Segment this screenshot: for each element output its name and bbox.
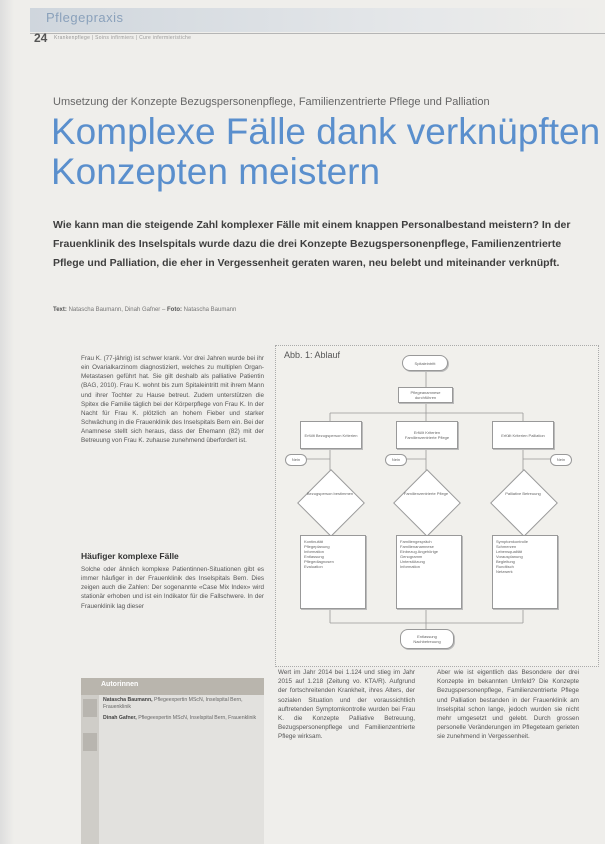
author-box-title: Autorinnen xyxy=(101,681,139,688)
flow-criteria-2: Erfüllt Kriterien Familienzentrierte Pflege xyxy=(396,421,458,449)
flow-no-1: Nein xyxy=(285,454,307,466)
flow-criteria-3: Erfüllt Kriterien Palliation xyxy=(492,421,554,449)
article-lead: Wie kann man die steigende Zahl komplexer Fälle mit einem knappen Personalbestand meistern? In der Frauenklinik des Inselspitals wurde dazu die drei Konzepte Bezugspersonenpflege, Familienzentrierte Pflege und Palliation, die eher in Vergessenheit geraten waren, neu belebt und miteinander verknüpft. xyxy=(53,219,571,269)
body-column-right: Aber wie ist eigentlich das Besondere der drei Konzepte im bekannten Umfeld? Die Konzepte Bezugspersonenpflege, Familienzentrierte Pflege und Palliation bestanden in der Frauenklinik am Inselspital schon lange, jedoch wurden sie nicht mehr umgesetzt und gelebt. Durch grossen personelle Veränderungen im Pflegeteam gerieten sie zunehmend in Vergessenheit. xyxy=(437,669,579,741)
title-line-2: Konzepten meistern xyxy=(51,151,381,192)
author-1-name: Natascha Baumann, xyxy=(103,697,153,703)
author-box-header xyxy=(81,678,264,695)
flow-end-box: Entlassung Nachbetreuung xyxy=(400,629,454,649)
article-kicker: Umsetzung der Konzepte Bezugspersonenpflege, Familienzentrierte Pflege und Palliation xyxy=(53,96,490,108)
author-photos-strip xyxy=(81,695,99,844)
header-rule xyxy=(30,33,605,34)
article-title xyxy=(51,112,605,192)
figure-title: Abb. 1: Ablauf xyxy=(284,350,341,360)
title-line-1: Komplexe Fälle dank verknüpften xyxy=(51,111,601,152)
flow-list-2: Familiengespräch Familienanamnese Einbezug Angehörige Genogramm Unterstützung Information xyxy=(396,535,462,609)
author-2 xyxy=(103,715,261,722)
page-number: 24 xyxy=(34,31,48,45)
author-2-bio: Pflegeexpertin MScN, Inselspital Bern, Frauenklinik xyxy=(138,714,257,721)
credit-text-label: Text: xyxy=(53,307,67,313)
author-bios xyxy=(103,697,261,722)
running-head: Krankenpflege | Soins infirmiers | Cure infermieristiche xyxy=(54,35,192,41)
body-column-middle: Wert im Jahr 2014 bei 1.124 und stieg im Jahr 2015 auf 1.218 (Zeitung vo. KTA/R). Aufgrund der fortschreitenden Krankheit, ihres Alters, der sozialen Situation und der voraussichtlich auftretenden Symptomkontrolle wurden bei Frau K. die Konzepte Palliative Betreuung, Bezugspersonenpflege und Familienzentrierte Pflege wirksam. xyxy=(278,669,415,741)
credit-photo-label: Foto: xyxy=(166,307,182,313)
author-photo-2 xyxy=(83,733,97,751)
article-credit: Text: Natascha Baumann, Dinah Gafner – Foto: Natascha Baumann xyxy=(53,307,237,313)
page-edge-shadow xyxy=(0,0,14,844)
flow-decision-2-label: Familienzentrierte Pflege xyxy=(403,491,449,496)
flow-decision-3-label: Palliative Betreuung xyxy=(505,491,541,496)
flow-decision-1-label: Bezugsperson bestimmen xyxy=(306,491,354,496)
flow-no-2: Nein xyxy=(385,454,407,466)
flow-no-3: Nein xyxy=(550,454,572,466)
flow-list-1: Kontinuität Pflegeplanung Information Entlassung Pflegediagnosen Evaluation xyxy=(300,535,366,609)
flow-start-box: Spitaleintritt xyxy=(402,355,448,371)
section-tag: Pflegepraxis xyxy=(46,10,124,25)
body-subhead: Häufiger komplexe Fälle xyxy=(81,551,179,561)
author-1 xyxy=(103,697,261,712)
flow-list-3: Symptomkontrolle Schmerzen Lebensqualität Vorausplanung Begleitung Rundtisch Netzwerk xyxy=(492,535,558,609)
flow-criteria-1: Erfüllt Bezugsperson Kriterien xyxy=(300,421,362,449)
credit-authors: Natascha Baumann, Dinah Gafner xyxy=(68,307,161,313)
credit-photographer: Natascha Baumann xyxy=(183,307,237,313)
author-2-name: Dinah Gafner, xyxy=(103,714,137,721)
body-paragraph-1: Frau K. (77-jährig) ist schwer krank. Vor drei Jahren wurde bei ihr ein Ovarialkarzinom diagnostiziert, welches zu multiplen Organ-Metastasen geführt hat. Sie gilt deshalb als palliative Patientin (BAG, 2010). Frau K. wohnt bis zum Spitaleintritt mit ihrem Mann und ihrer Tochter zu Hause betreut. Zudem unterstützen die Spitex die Familie täglich bei der Körperpflege von Frau K. In der Nacht für Frau K. plötzlich an hohem Fieber und starker Schwächung in die Frauenklinik des Inselspitals Bern ein. Bei der Anamnese stellt sich heraus, dass der Ehemann (82) mit der Betreuung von Frau K. zuhause zunehmend überfordert ist. xyxy=(81,355,264,445)
author-photo-1 xyxy=(83,699,97,717)
body-paragraph-2: Solche oder ähnlich komplexe Patientinnen-Situationen gibt es immer häufiger in der Frauenklinik des Inselspitals Bern. Dies zeigen auch die Zahlen: Der sogenannte «Case Mix Index» wird stationär erhoben und ist ein Indikator für die Fallschwere. In der Frauenklinik lag dieser xyxy=(81,566,264,610)
author-1-bio: Pflegeexpertin MScN, Inselspital Bern, Frauenklinik xyxy=(103,697,243,711)
flow-anamnese-box: Pflegeanamnese durchführen xyxy=(398,387,453,403)
